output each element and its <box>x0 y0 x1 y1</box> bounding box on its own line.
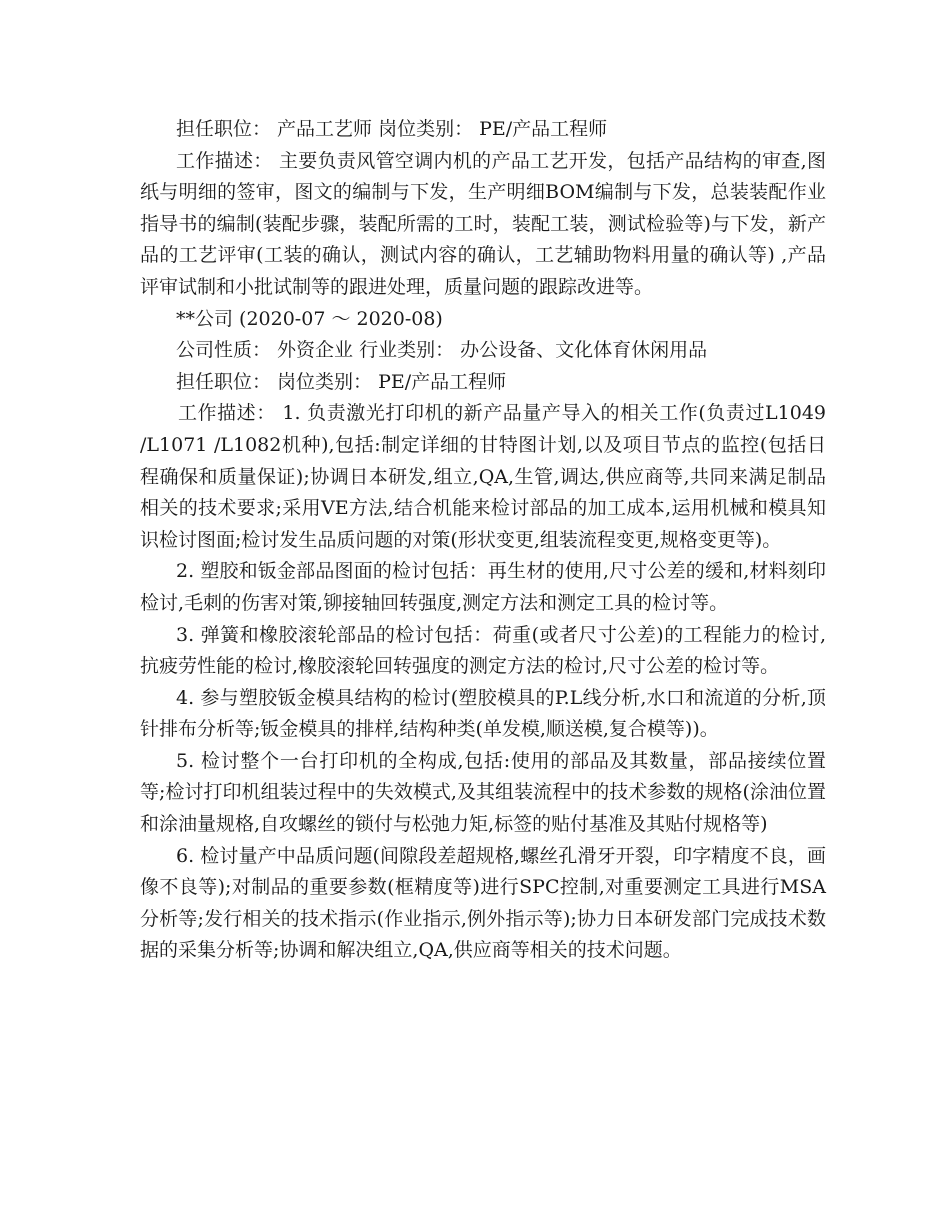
job-description-item-1: 工作描述： 1. 负责激光打印机的新产品量产导入的相关工作(负责过L1049 /L1071 /L1082机种),包括:制定详细的甘特图计划,以及项目节点的监控(包括日程确保和质量保证);协调日本研发,组立,QA,生管,调达,供应商等,共同来满足制品相关的技术要求;采用VE方法,结合机能来检讨部品的加工成本,运用机械和模具知识检讨图面;检讨发生品质问题的对策(形状变更,组装流程变更,规格变更等)。 <box>140 402 826 551</box>
company-period: **公司 (2020-07 ～ 2020-08) <box>176 307 443 330</box>
job-description-1: 工作描述： 主要负责风管空调内机的产品工艺开发，包括产品结构的审查,图纸与明细的签审，图文的编制与下发，生产明细BOM编制与下发，总装装配作业指导书的编制(装配步骤，装配所需的工时，装配工装，测试检验等)与下发，新产品的工艺评审(工装的确认，测试内容的确认，工艺辅助物料用量的确认等) ,产品评审试制和小批试制等的跟进处理，质量问题的跟踪改进等。 <box>140 149 826 298</box>
position-line-2: 担任职位： 岗位类别： PE/产品工程师 <box>176 370 507 393</box>
job-description-item-4: 4. 参与塑胶钣金模具结构的检讨(塑胶模具的P.L线分析,水口和流道的分析,顶针排布分析等;钣金模具的排样,结构种类(单发模,顺送模,复合模等))。 <box>140 686 826 741</box>
job-description-item-5: 5. 检讨整个一台打印机的全构成,包括:使用的部品及其数量，部品接续位置等;检讨打印机组装过程中的失效模式,及其组装流程中的技术参数的规格(涂油位置和涂油量规格,自攻螺丝的锁付与松弛力矩,标签的贴付基准及其贴付规格等) <box>140 749 826 836</box>
company-nature: 公司性质： 外资企业 行业类别： 办公设备、文化体育休闲用品 <box>176 339 708 362</box>
document-body <box>140 114 826 967</box>
job-description-item-3: 3. 弹簧和橡胶滚轮部品的检讨包括：荷重(或者尺寸公差)的工程能力的检讨,抗疲劳性能的检讨,橡胶滚轮回转强度的测定方法的检讨,尺寸公差的检讨等。 <box>140 623 826 678</box>
position-line-1: 担任职位： 产品工艺师 岗位类别： PE/产品工程师 <box>176 118 608 140</box>
job-description-item-6: 6. 检讨量产中品质问题(间隙段差超规格,螺丝孔滑牙开裂，印字精度不良，画像不良等);对制品的重要参数(框精度等)进行SPC控制,对重要测定工具进行MSA分析等;发行相关的技术指示(作业指示,例外指示等);协力日本研发部门完成技术数据的采集分析等;协调和解决组立,QA,供应商等相关的技术问题。 <box>140 844 826 962</box>
job-description-item-2: 2. 塑胶和钣金部品图面的检讨包括：再生材的使用,尺寸公差的缓和,材料刻印检讨,毛刺的伤害对策,铆接轴回转强度,测定方法和测定工具的检讨等。 <box>140 560 826 614</box>
